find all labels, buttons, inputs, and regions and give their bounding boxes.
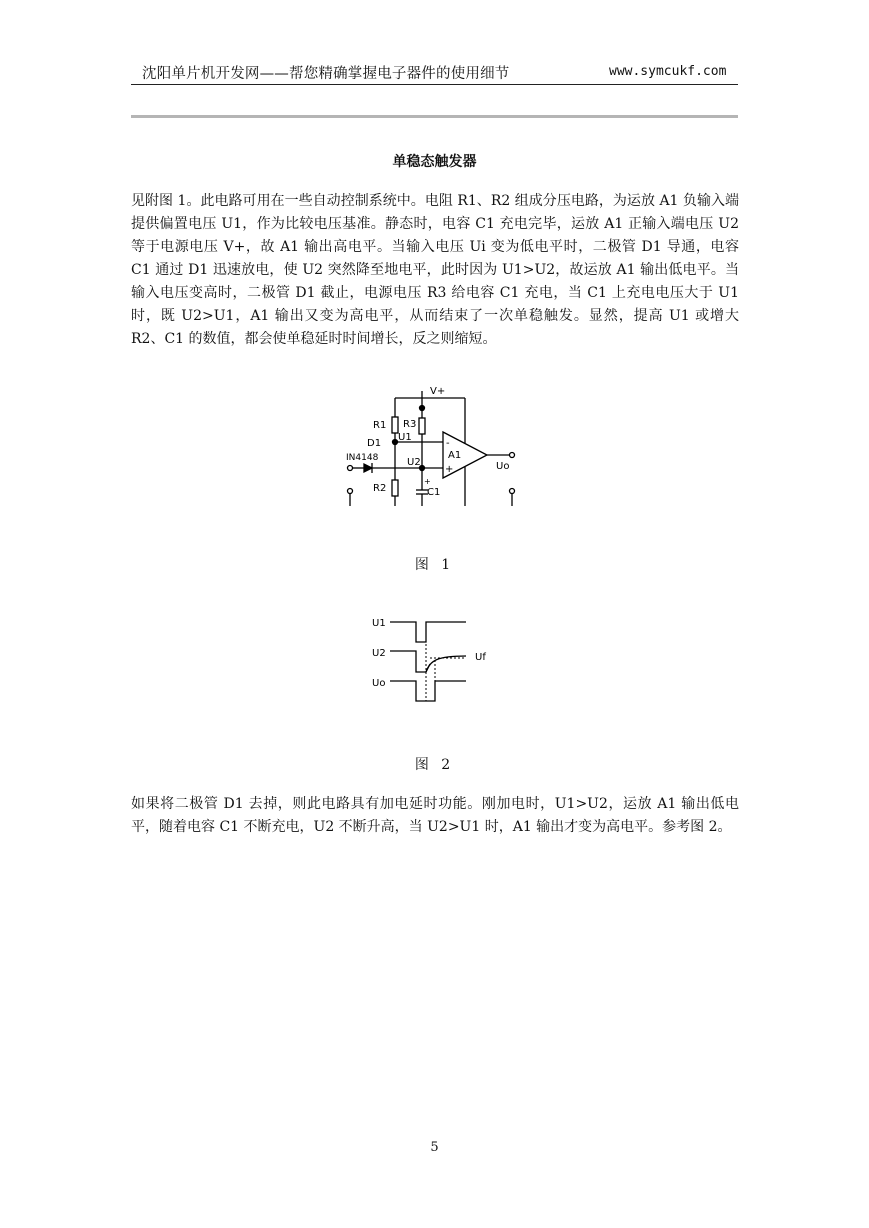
paragraph-1: 见附图 1。此电路可用在一些自动控制系统中。电阻 R1、R2 组成分压电路，为运放 A1 负输入端提供偏置电压 U1，作为比较电压基准。静态时，电容 C1 充电完毕，运放 A1 正输入端电压 U2 等于电源电压 V+，故 A1 输出高电平。当输入电压 Ui 变为低电平时，二极管 D1 导通，电容 C1 通过 D1 迅速放电，使 U2 突然降至地电平，此时因为 U1>U2，故运放 A1 输出低电平。当输入电压变高时，二极管 D1 截止，电源电压 R3 给电容 C1 充电，当 C1 上充电电压大于 U1 时，既 U2>U1，A1 输出又变为高电平，从而结束了一次单稳触发。显然，提高 U1 或增大 R2、C1 的数值，都会使单稳延时时间增长，反之则缩短。 [131,193,739,347]
paragraph-2: 如果将二极管 D1 去掉，则此电路具有加电延时功能。刚加电时，U1>U2，运放 A1 输出低电平，随着电容 C1 不断充电，U2 不断升高，当 U2>U1 时，A1 输出才变为高电平。参考图 2。 [131,796,739,835]
page-number: 5 [430,1140,439,1155]
label-vplus: V+ [430,386,446,397]
page-header-url: www.symcukf.com [609,64,727,79]
label-cap-plus: + [424,477,431,486]
figure-2-timing-diagram [368,612,498,712]
figure-1-caption: 图 1 [414,557,455,573]
label-uo: Uo [496,461,510,472]
header-rule [131,84,738,85]
label-c1: C1 [427,487,441,498]
label-t-u1: U1 [372,618,386,629]
label-t-uf: Uf [475,652,486,663]
label-plus: + [445,464,454,475]
label-u2: U2 [407,457,421,468]
label-r1: R1 [373,420,387,431]
label-d1: D1 [367,438,382,449]
figure-1-circuit-diagram [340,380,530,510]
page-header-left: 沈阳单片机开发网——帮您精确掌握电子器件的使用细节 [142,66,510,82]
figure-2-caption: 图 2 [414,757,455,773]
label-r2: R2 [373,483,387,494]
label-t-uo: Uo [372,678,386,689]
label-diode-part: IN4148 [346,453,379,463]
header-grey-rule [131,115,738,118]
label-a1: A1 [448,450,462,461]
label-minus: - [446,438,450,449]
document-title: 单稳态触发器 [392,154,477,170]
label-t-u2: U2 [372,648,386,659]
label-r3: R3 [403,419,417,430]
label-u1: U1 [398,432,412,443]
